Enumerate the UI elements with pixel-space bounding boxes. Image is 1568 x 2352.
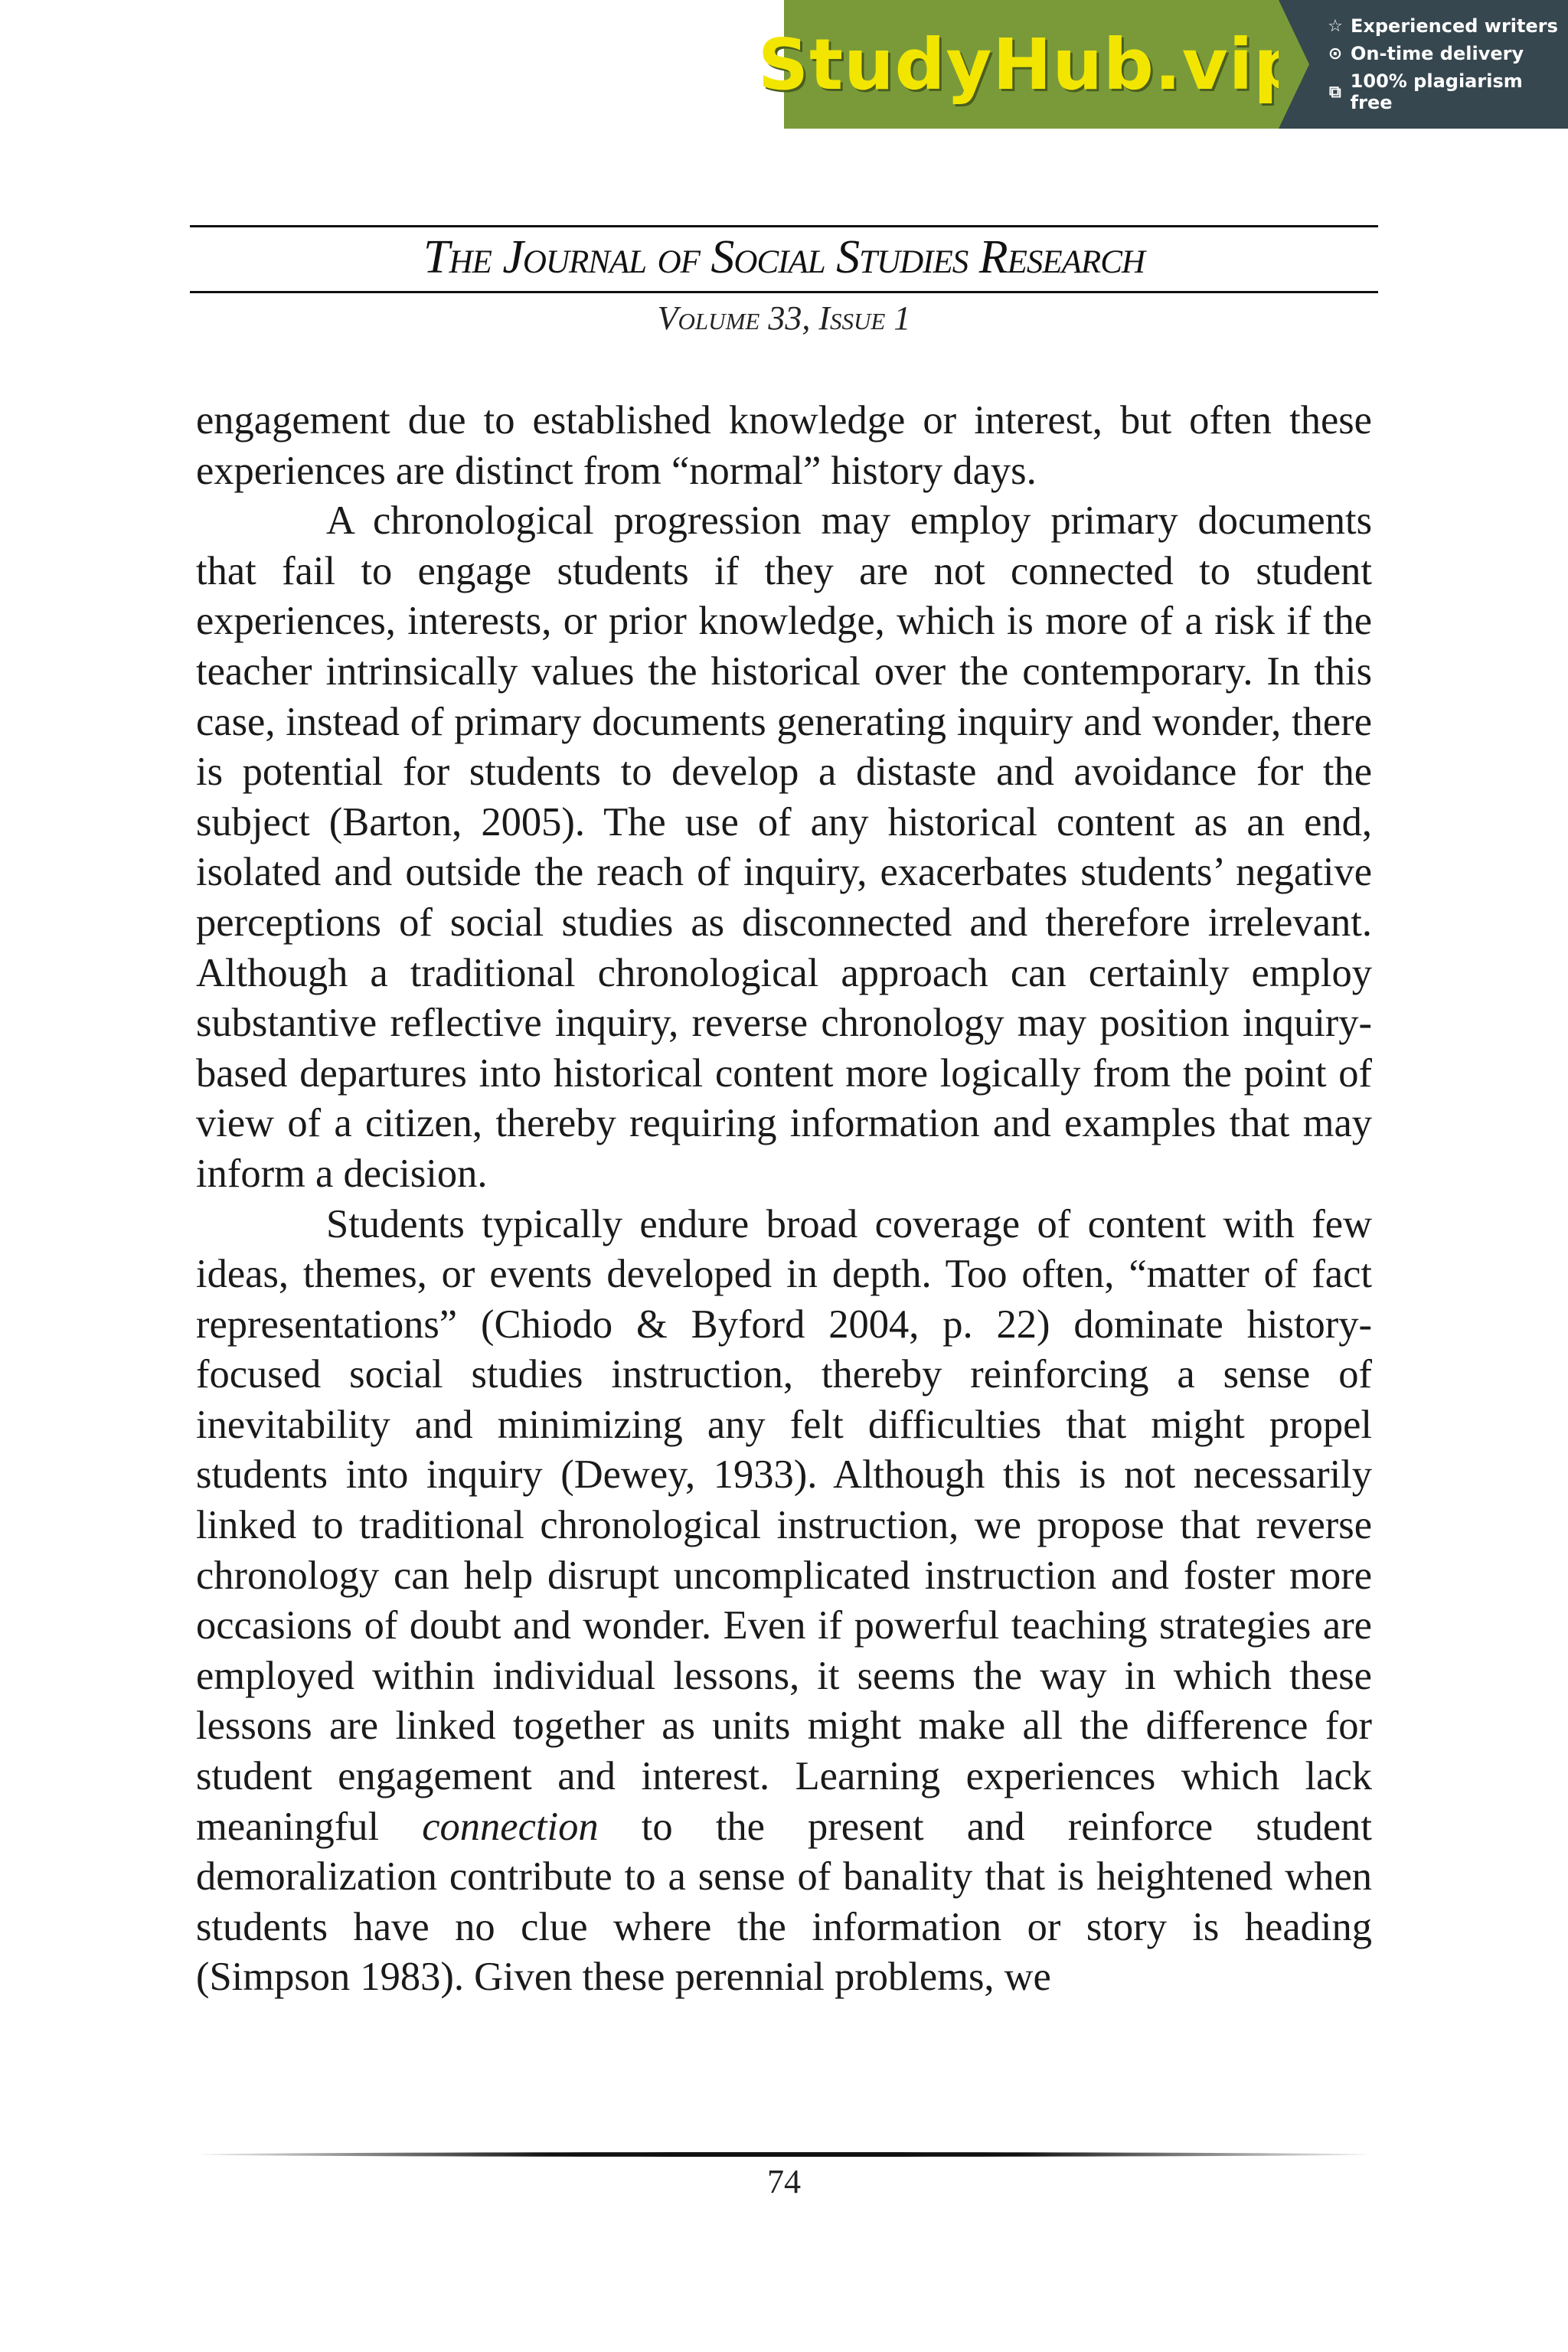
copy-icon: ⧉: [1328, 82, 1341, 102]
paragraph-3-text-a: Students typically endure broad coverage of content with few ideas, themes, or events developed in depth. Too often, “matter of fact representations” (Chiodo & Byford 2004, p. 22) dominate history-focused social studies instruction, thereby reinforcing a sense of inevitability and minimizing any felt difficulties that might propel students into inquiry (Dewey, 1933). Although this is not necessarily linked to traditional chronological instruction, we propose that reverse chronology can help disrupt uncomplicated instruction and foster more occasions of doubt and wonder. Even if powerful teaching strategies are employed within individual lessons, it seems the way in which these lessons are linked together as units might make all the difference for student engagement and interest. Learning experiences which lack meaningful: [196, 1201, 1372, 1849]
feature-on-time-delivery: [1326, 43, 1568, 64]
star-icon: ☆: [1328, 16, 1343, 36]
emphasis-connection: connection: [422, 1804, 599, 1849]
logo-text: StudyHub.vip: [757, 23, 1305, 106]
clock-icon: ⊙: [1328, 44, 1343, 64]
article-body: [196, 396, 1372, 2003]
banner-features: [1279, 0, 1568, 129]
page-number: 74: [767, 2163, 801, 2200]
feature-label: 100% plagiarism free: [1350, 70, 1523, 113]
studyhub-banner[interactable]: [757, 0, 1568, 129]
paragraph-2: A chronological progression may employ primary documents that fail to engage students if they are not connected to student experiences, interests, or prior knowledge, which is more of a risk if the teacher intrinsically values the historical over the contemporary. In this case, instead of primary documents generating inquiry and wonder, there is potential for students to develop a distaste and avoidance for the subject (Barton, 2005). The use of any historical content as an end, isolated and outside the reach of inquiry, exacerbates students’ negative perceptions of social studies as disconnected and therefore irrelevant. Although a traditional chronological approach can certainly employ substantive reflective inquiry, reverse chronology may position inquiry-based departures into historical content more logically from the point of view of a citizen, thereby requiring information and examples that may inform a decision.: [196, 498, 1372, 1196]
header-rule-bottom: [190, 291, 1378, 293]
journal-title: The Journal of Social Studies Research: [423, 231, 1145, 283]
feature-label: On-time delivery: [1351, 43, 1524, 64]
feature-experienced-writers: [1326, 15, 1568, 37]
footer-rule: [199, 2152, 1369, 2157]
header-rule-top: [190, 225, 1378, 227]
journal-volume: Volume 33, Issue 1: [657, 299, 911, 337]
feature-label: Experienced writers: [1351, 15, 1558, 37]
paragraph-3: [196, 1200, 1372, 2004]
studyhub-logo[interactable]: [757, 0, 1305, 129]
paragraph-1: engagement due to established knowledge or interest, but often these experiences are distinct from “normal” history days.: [196, 398, 1372, 493]
feature-plagiarism-free: [1326, 70, 1568, 113]
paragraph-3-text-b: to the present and reinforce student demoralization contribute to a sense of banality that is heightened when students have no clue where the information or story is heading (Simpson 1983). Given these perennial problems, we: [196, 1804, 1372, 2000]
